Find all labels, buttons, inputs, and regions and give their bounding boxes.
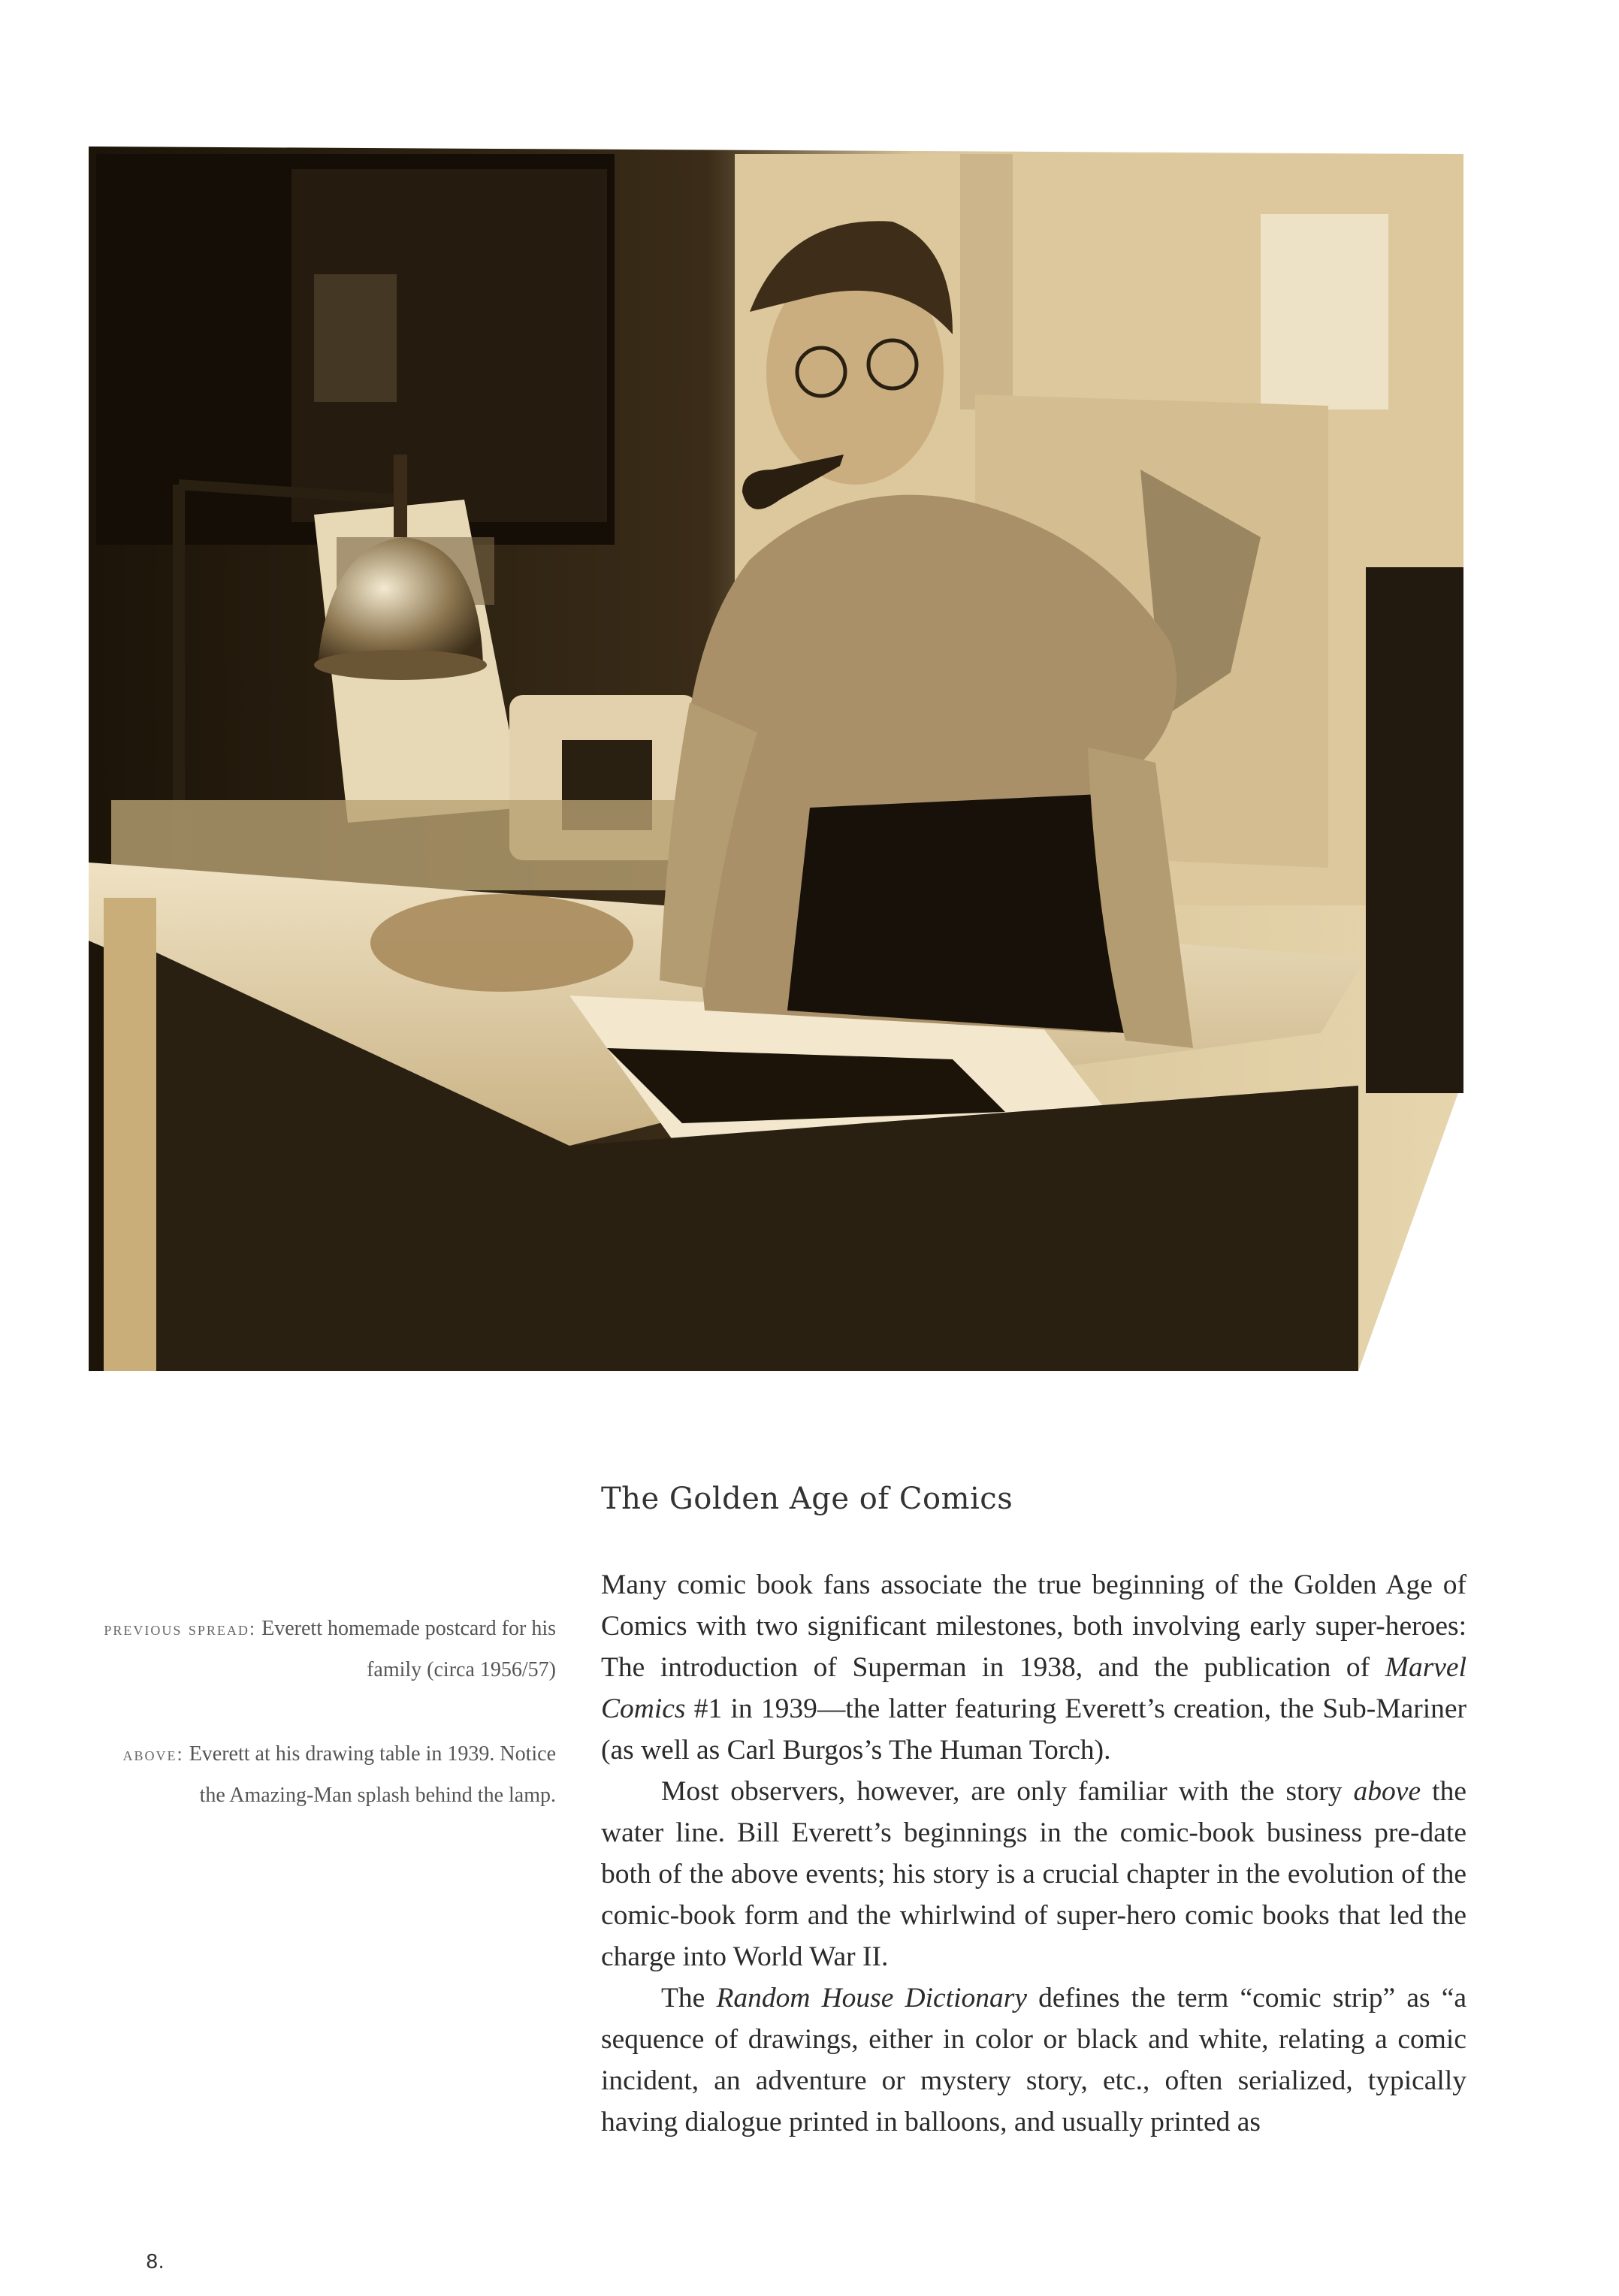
caption-text: Everett homemade postcard for his family (circa 1956/57) xyxy=(256,1617,556,1681)
text-run: #1 in 1939—the latter featuring Everett’s creation, the Sub-Mariner (as well as Carl Burgos’s The Human Torch). xyxy=(601,1693,1466,1766)
photo-captions xyxy=(98,1608,556,1859)
caption-label: above: xyxy=(122,1743,184,1765)
page-number: 8. xyxy=(146,2251,165,2273)
emphasis: above xyxy=(1353,1776,1421,1807)
paragraph-2 xyxy=(601,1771,1466,1977)
caption-label: previous spread: xyxy=(104,1618,257,1639)
paragraph-1 xyxy=(601,1564,1466,1771)
text-run: defines the term “comic strip” as “a sequence of drawings, either in color or black and white, relating a comic incident, an adventure or mystery story, etc., often serialized, typically having dialogue printed in balloons, and usually printed as xyxy=(601,1983,1466,2137)
caption-previous-spread xyxy=(98,1608,556,1690)
emphasis: Random House Dictionary xyxy=(716,1983,1028,2014)
paragraph-3 xyxy=(601,1977,1466,2143)
text-run: The xyxy=(661,1983,717,2014)
section-heading: The Golden Age of Comics xyxy=(601,1482,1013,1516)
caption-above xyxy=(98,1733,556,1816)
text-run: the water line. Bill Everett’s beginnings in the comic-book business pre-date both of the above events; his story is a crucial chapter in the evolution of the comic-book form and the whirlwind of super-hero comic books that led the charge into World War II. xyxy=(601,1776,1466,1972)
text-run: Most observers, however, are only familiar with the story xyxy=(661,1776,1354,1807)
emphasis: Marvel Comics xyxy=(601,1652,1466,1724)
body-text xyxy=(601,1564,1466,2143)
text-run: Many comic book fans associate the true beginning of the Golden Age of Comics with two significant milestones, both involving early super-heroes: The introduction of Superman in 1938, and the publication of xyxy=(601,1569,1466,1683)
caption-text: Everett at his drawing table in 1939. Notice the Amazing-Man splash behind the lamp. xyxy=(183,1742,556,1807)
artist-photo xyxy=(89,147,1479,1371)
